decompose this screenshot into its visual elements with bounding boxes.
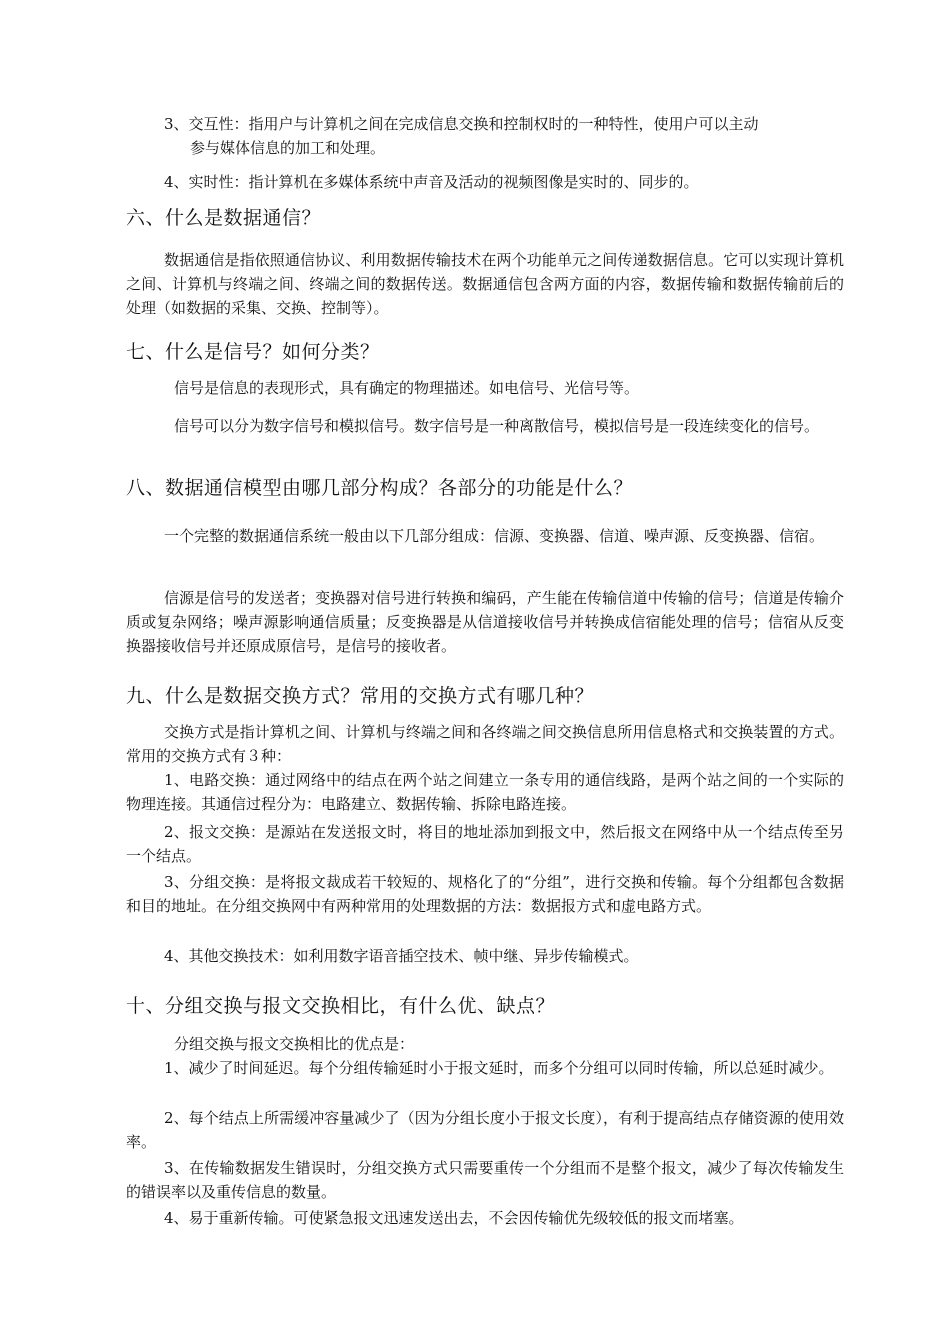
section-9-item-4: 4、其他交换技术：如利用数字语音插空技术、帧中继、异步传输模式。 [164,947,639,965]
list-item-interactivity [164,112,844,160]
section-6-paragraph: 数据通信是指依照通信协议、利用数据传输技术在两个功能单元之间传递数据信息。它可以实现计算机之间、计算机与终端之间、终端之间的数据传送。数据通信包含两方面的内容，数据传输和数据传输前后的处理（如数据的采集、交换、控制等）。 [126,251,844,317]
item-3-line-1: 3、交互性：指用户与计算机之间在完成信息交换和控制权时的一种特性，使用户可以主动 [164,115,759,133]
section-6-heading: 六、什么是数据通信？ [126,207,322,229]
section-10-item-4: 4、易于重新传输。可使紧急报文迅速发送出去，不会因传输优先级较低的报文而堵塞。 [164,1209,744,1227]
section-10-paragraph: 分组交换与报文交换相比的优点是： [174,1035,415,1053]
section-10-item-3: 3、在传输数据发生错误时，分组交换方式只需要重传一个分组而不是整个报文，减少了每次传输发生的错误率以及重传信息的数量。 [126,1159,844,1201]
section-9-item-1: 1、电路交换：通过网络中的结点在两个站之间建立一条专用的通信线路，是两个站之间的一个实际的物理连接。其通信过程分为：电路建立、数据传输、拆除电路连接。 [126,771,844,813]
section-8-heading: 八、数据通信模型由哪几部分构成？各部分的功能是什么？ [126,477,634,499]
list-item-realtime: 4、实时性：指计算机在多媒体系统中声音及活动的视频图像是实时的、同步的。 [164,173,699,191]
section-9-heading: 九、什么是数据交换方式？常用的交换方式有哪几种？ [126,685,595,707]
section-8-paragraph-2: 信源是信号的发送者；变换器对信号进行转换和编码，产生能在传输信道中传输的信号；信道是传输介质或复杂网络；噪声源影响通信质量；反变换器是从信道接收信号并转换成信宿能处理的信号；信宿从反变换器接收信号并还原成原信号，是信号的接收者。 [126,589,844,655]
section-9-item-3: 3、分组交换：是将报文裁成若干较短的、规格化了的“分组”，进行交换和传输。每个分组都包含数据和目的地址。在分组交换网中有两种常用的处理数据的方法：数据报方式和虚电路方式。 [126,873,844,915]
item-3-line-2: 参与媒体信息的加工和处理。 [190,139,386,157]
section-9-paragraph: 交换方式是指计算机之间、计算机与终端之间和各终端之间交换信息所用信息格式和交换装置的方式。常用的交换方式有３种： [126,723,844,765]
section-10-item-2: 2、每个结点上所需缓冲容量减少了（因为分组长度小于报文长度），有利于提高结点存储资源的使用效率。 [126,1109,844,1151]
section-8-paragraph-1: 一个完整的数据通信系统一般由以下几部分组成：信源、变换器、信道、噪声源、反变换器、信宿。 [164,527,825,545]
section-10-heading: 十、分组交换与报文交换相比，有什么优、缺点？ [126,995,556,1017]
section-7-paragraph-1: 信号是信息的表现形式，具有确定的物理描述。如电信号、光信号等。 [174,379,640,397]
section-10-item-1: 1、减少了时间延迟。每个分组传输延时小于报文延时，而多个分组可以同时传输，所以总延时减少。 [164,1059,834,1077]
section-7-heading: 七、什么是信号？如何分类？ [126,341,380,363]
section-9-item-2: 2、报文交换：是源站在发送报文时，将目的地址添加到报文中，然后报文在网络中从一个结点传至另一个结点。 [126,823,844,865]
section-7-paragraph-2: 信号可以分为数字信号和模拟信号。数字信号是一种离散信号，模拟信号是一段连续变化的信号。 [174,417,820,435]
